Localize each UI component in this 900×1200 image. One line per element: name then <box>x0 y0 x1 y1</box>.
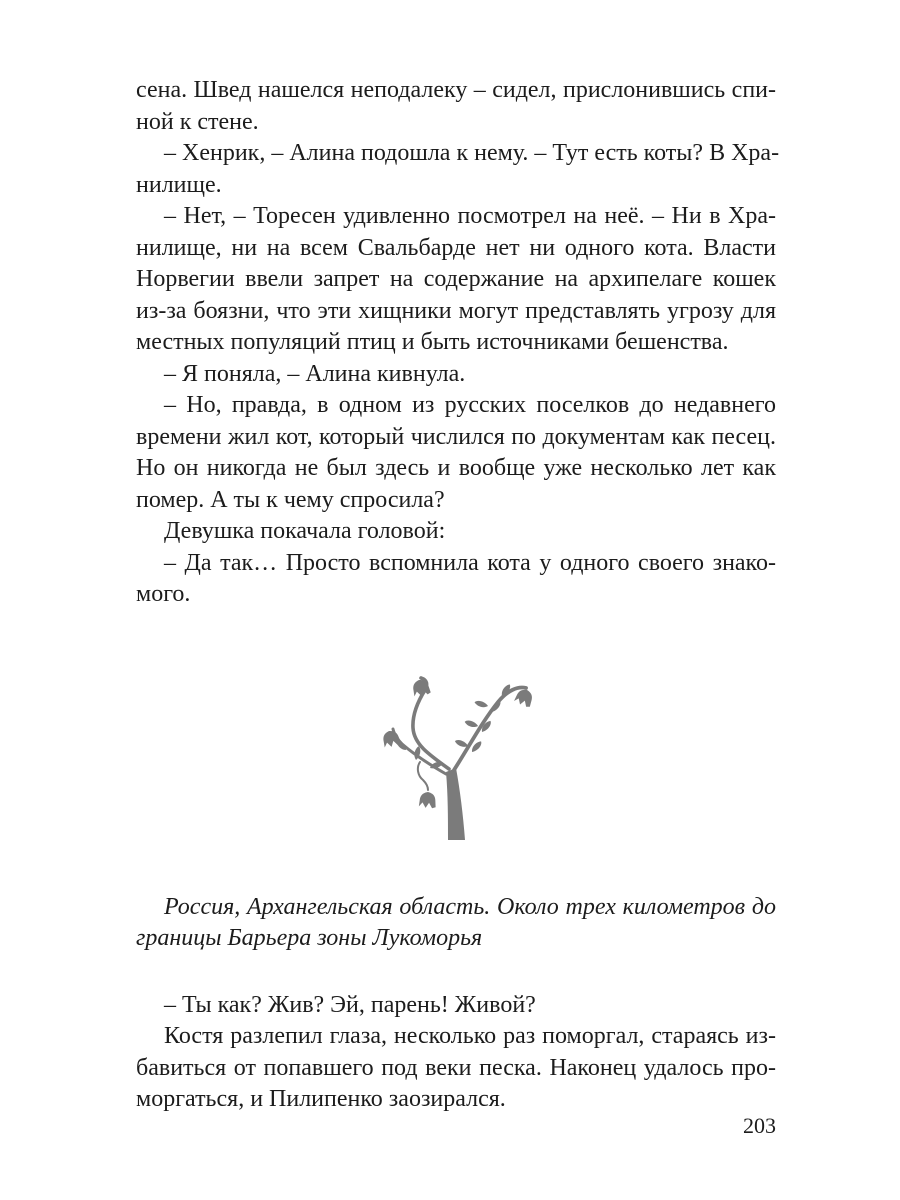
text-line: Россия, Архангельская область. Около трех километров до <box>164 893 776 920</box>
paragraph <box>136 138 780 201</box>
page-number: 203 <box>743 1113 776 1138</box>
leaf-icon <box>474 698 489 710</box>
blank-line <box>136 955 776 990</box>
section-heading <box>136 892 776 955</box>
bell-flower-icon <box>411 677 431 697</box>
text-line: Девушка покачала головой: <box>164 518 446 544</box>
leaf-icon <box>464 717 479 729</box>
paragraph <box>136 359 776 391</box>
text-line: – Ты как? Жив? Эй, парень! Живой? <box>164 991 536 1018</box>
text-line: ной к стене. <box>136 108 259 135</box>
paragraph <box>136 516 776 548</box>
paragraph <box>136 1021 776 1116</box>
text-line: помер. А ты к чему спросила? <box>136 486 445 513</box>
text-line: – Нет, – Торесен удивленно посмотрел на неё. – Ни в Хра- <box>164 203 776 229</box>
paragraph <box>136 201 776 359</box>
paragraph <box>136 548 776 611</box>
text-line: – Хенрик, – Алина подошла к нему. – Тут есть коты? В Хра- <box>164 140 780 166</box>
text-line: Норвегии ввели запрет на содержание на архипелаге кошек <box>136 266 776 292</box>
paragraph <box>136 990 776 1022</box>
text-line: – Я поняла, – Алина кивнула. <box>164 360 466 387</box>
text-line: Но он никогда не был здесь и вообще уже несколько лет как <box>136 455 776 481</box>
text-line: времени жил кот, который числился по документам как песец. <box>136 423 776 450</box>
text-line: моргаться, и Пилипенко заозирался. <box>136 1086 506 1112</box>
flower-ornament <box>370 650 542 840</box>
text-line: местных популяций птиц и быть источниками бешенства. <box>136 329 729 355</box>
paragraph <box>136 75 776 138</box>
text-line: нилище, ни на всем Свальбарде нет ни одного кота. Власти <box>136 234 776 261</box>
text-line: нилище. <box>136 171 222 198</box>
text-line: – Но, правда, в одном из русских поселков до недавнего <box>164 392 776 418</box>
flower-trunk <box>446 768 465 840</box>
text-line: из-за боязни, что эти хищники могут представлять угрозу для <box>136 297 776 324</box>
bell-flower-icon <box>514 687 535 708</box>
bellflower-illustration <box>370 650 542 840</box>
bell-flower-icon <box>419 791 437 808</box>
text-line: – Да так… Просто вспомнила кота у одного своего знако- <box>164 549 776 576</box>
text-line: мого. <box>136 581 191 607</box>
text-line: границы Барьера зоны Лукоморья <box>136 925 483 951</box>
paragraph <box>136 390 776 516</box>
text-line: сена. Швед нашелся неподалеку – сидел, прислонившись спи- <box>136 77 776 103</box>
text-line: Костя разлепил глаза, несколько раз поморгал, стараясь из- <box>164 1023 776 1049</box>
text-line: бавиться от попавшего под веки песка. Наконец удалось про- <box>136 1054 776 1081</box>
text-column <box>136 75 780 1116</box>
flower-stemlet <box>418 762 428 790</box>
